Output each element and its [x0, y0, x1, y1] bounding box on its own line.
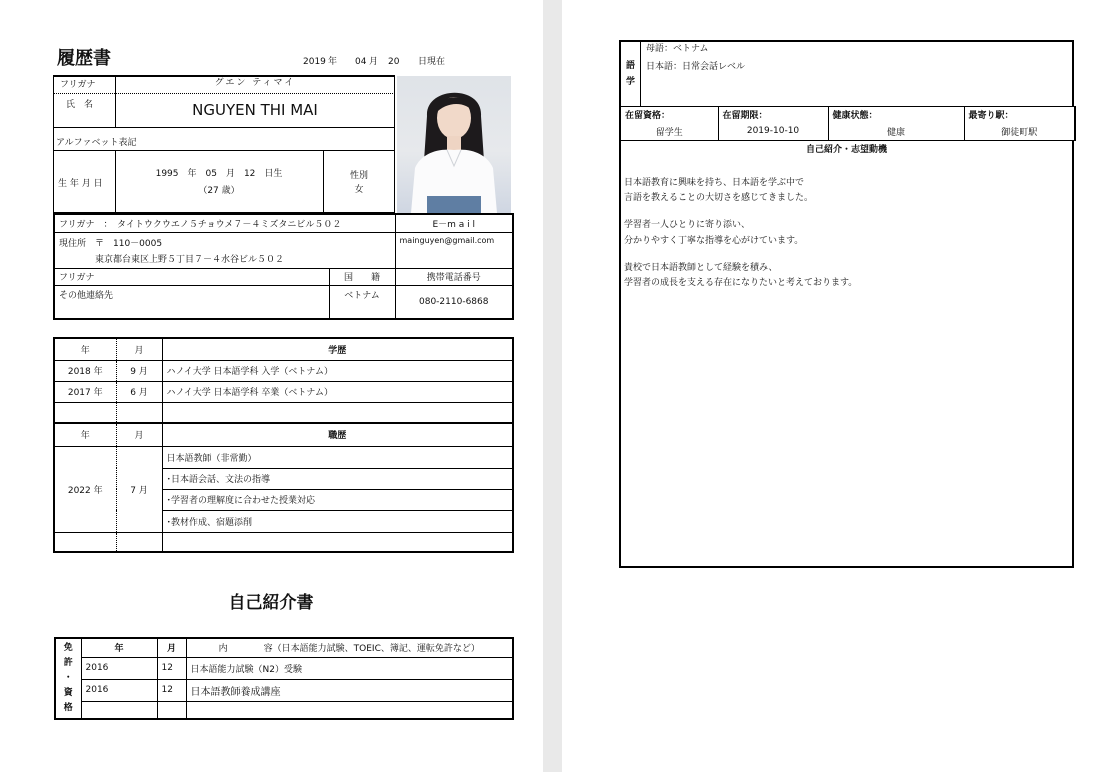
date-year: 2019 [303, 57, 326, 67]
date-month: 04 [355, 57, 367, 67]
table-row [54, 532, 513, 552]
motivation-title: 自己紹介・志望動機 [805, 145, 887, 155]
furigana-label: フリガナ [60, 80, 96, 90]
edu-year [54, 402, 116, 423]
nationality-value: ベトナム [329, 285, 395, 319]
license-month: 12 [157, 679, 186, 701]
birth-label: 生 年 月 日 [58, 179, 103, 189]
language-side-label [621, 58, 640, 90]
side-char: 学 [625, 77, 635, 87]
full-name: NGUYEN THI MAI [192, 101, 318, 119]
health-label: 健康状態： [828, 107, 964, 123]
japanese-level: 日本語：日常会話レベル [646, 62, 746, 72]
license-month [157, 701, 186, 719]
health-value: 健康 [828, 123, 964, 141]
edu-text: ハノイ大学 日本語学科 入学（ベトナム） [162, 360, 513, 381]
resume-page-1 [0, 0, 543, 772]
table-row [54, 381, 513, 402]
career-header-title: 職歴 [162, 423, 513, 446]
status-table [619, 106, 1076, 141]
table-row [55, 679, 513, 701]
career-line: 日本語教師（非常勤） [162, 446, 513, 468]
name-label: 氏 名 [66, 100, 94, 110]
gender-label: 性別 [349, 171, 368, 181]
career-header-month: 月 [116, 423, 162, 446]
license-year: 2016 [81, 679, 157, 701]
other-contact-label: その他連絡先 [54, 285, 329, 319]
visa-label: 在留資格： [620, 107, 718, 123]
motivation-line: 言語を教えることの大切さを感じてきました。 [624, 193, 814, 203]
edu-header-title: 学歴 [162, 338, 513, 360]
side-char: 語 [625, 61, 635, 71]
career-header-year: 年 [54, 423, 116, 446]
address-label: 現住所 〒 110－0005 [59, 238, 163, 249]
motivation-line: 学習者の成長を支える存在になりたいと考えております。 [624, 278, 858, 288]
address-cell [54, 232, 395, 268]
profile-photo [397, 76, 511, 213]
resume-page-2 [562, 0, 1105, 772]
edu-text: ハノイ大学 日本語学科 卒業（ベトナム） [162, 381, 513, 402]
license-year: 2016 [81, 657, 157, 679]
email-label: E－m a i l [395, 214, 513, 232]
motivation-line: 分かりやすく丁寧な指導を心がけています。 [624, 236, 804, 246]
edu-year: 2017 年 [54, 381, 116, 402]
licenses-table [54, 637, 514, 720]
date-day-unit: 日現在 [418, 57, 446, 67]
motivation-line: 貴校で日本語教師として経験を積み、 [624, 263, 778, 273]
edu-text [162, 402, 513, 423]
visa-value: 留学生 [620, 123, 718, 141]
side-char: ・ [63, 673, 73, 683]
side-char: 免 [63, 643, 73, 653]
motivation-line: 学習者一人ひとりに寄り添い、 [624, 220, 751, 230]
side-char: 格 [63, 703, 73, 713]
furigana-name: グエン ティマイ [214, 78, 296, 88]
age: （27 歳） [198, 186, 240, 196]
gender-value: 女 [354, 185, 364, 195]
address-table [53, 213, 514, 320]
motivation-box [619, 140, 1074, 568]
resume-title: 履歴書 [57, 48, 111, 69]
table-row [54, 402, 513, 423]
edu-month [116, 402, 162, 423]
license-year [81, 701, 157, 719]
career-line: ･教材作成、宿題添削 [162, 510, 513, 532]
edu-year: 2018 年 [54, 360, 116, 381]
license-text: 日本語教師養成講座 [186, 679, 513, 701]
self-intro-title: 自己紹介書 [228, 593, 314, 613]
phone-value: 080-2110-6868 [395, 285, 513, 319]
license-text: 日本語能力試験（N2）受験 [186, 657, 513, 679]
address-furigana: フリガナ ： タイトウクウエノ５チョウメ７－４ミズタニビル５０２ [54, 214, 395, 232]
station-value: 御徒町駅 [964, 123, 1075, 141]
table-row [55, 701, 513, 719]
period-value: 2019-10-10 [718, 123, 828, 141]
edu-month: 6 月 [116, 381, 162, 402]
license-header-content: 内 容（日本語能力試験、TOEIC、簿記、運転免許など） [186, 638, 513, 657]
edu-header-year: 年 [54, 338, 116, 360]
birth-date: 1995 年 05 月 12 日生 [155, 169, 283, 179]
edu-header-month: 月 [116, 338, 162, 360]
alphabet-label: アルファベット表記 [56, 138, 137, 148]
edu-month: 9 月 [116, 360, 162, 381]
phone-label: 携帯電話番号 [395, 268, 513, 285]
email-value: mainguyen@gmail.com [395, 232, 513, 268]
period-label: 在留期限： [718, 107, 828, 123]
portrait-image [397, 76, 511, 213]
address-value: 東京都台東区上野５丁目７－４水谷ビル５０２ [95, 254, 285, 265]
station-label: 最寄り駅： [964, 107, 1075, 123]
date-year-unit: 年 [328, 57, 338, 67]
career-line: ･日本語会話、文法の指導 [162, 468, 513, 489]
license-header-year: 年 [81, 638, 157, 657]
motivation-line: 日本語教育に興味を持ち、日本語を学ぶ中で [624, 178, 805, 188]
license-text [186, 701, 513, 719]
career-month: 7 月 [116, 446, 162, 532]
license-month: 12 [157, 657, 186, 679]
table-row [55, 657, 513, 679]
education-career-table [53, 337, 514, 553]
license-header-month: 月 [157, 638, 186, 657]
career-year: 2022 年 [54, 446, 116, 532]
nationality-label: 国 籍 [329, 268, 395, 285]
furigana2-label: フリガナ [54, 268, 329, 285]
side-char: 許 [63, 658, 73, 668]
date-month-unit: 月 [369, 57, 379, 67]
date-day: 20 [388, 57, 400, 67]
table-row [54, 360, 513, 381]
native-language: 母語：ベトナム [646, 44, 709, 54]
career-line: ･学習者の理解度に合わせた授業対応 [162, 489, 513, 510]
licenses-side-label [55, 638, 81, 719]
side-char: 資 [63, 688, 73, 698]
